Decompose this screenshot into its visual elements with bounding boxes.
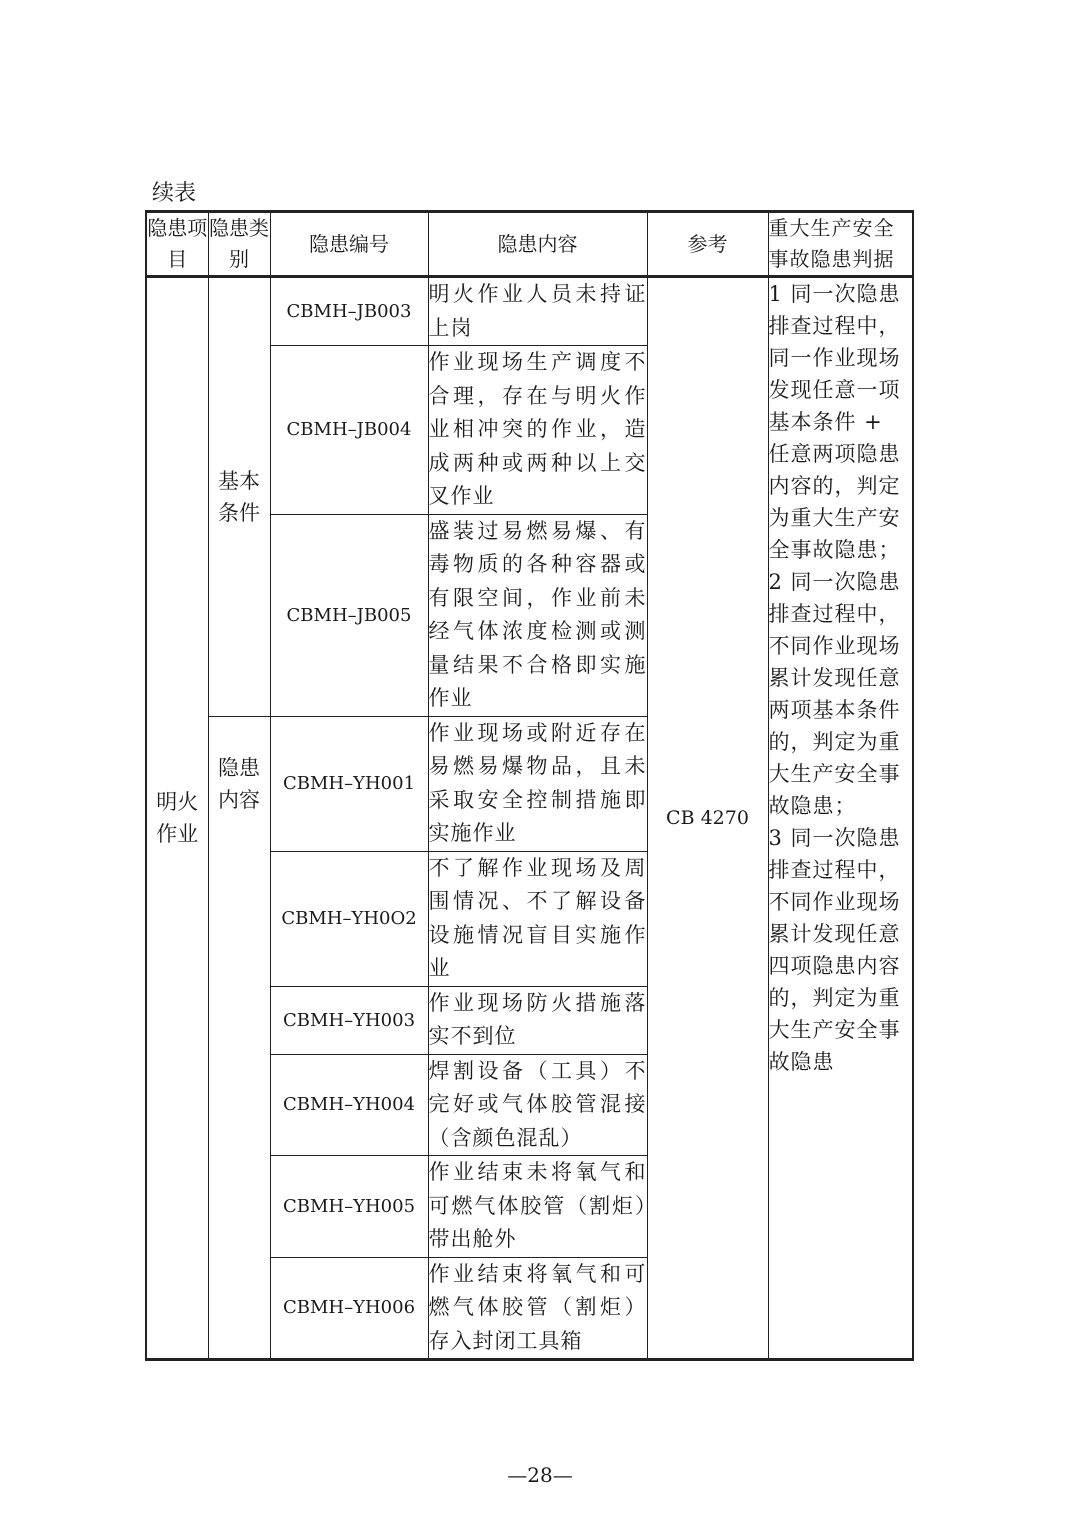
category-basic-cell: 基本条件 (208, 277, 270, 717)
category-hazard-cell (208, 716, 270, 1360)
header-reference: 参考 (647, 212, 768, 277)
category-hazard-label: 隐患内容 (218, 755, 260, 812)
criteria-cell (768, 277, 913, 1360)
header-code: 隐患编号 (270, 212, 428, 277)
criteria-text: 1 同一次隐患排查过程中，同一作业现场发现任意一项基本条件 + 任意两项隐患内容的，判定为重大生产安全事故隐患； 2 同一次隐患排查过程中，不同作业现场累计发现任意两项基本条件的，判定为重大生产安全事故隐患； 3 同一次隐患排查过程中，不同作业现场累计发现任意四项隐患内容的，判定为重大生产安全事故隐患 (768, 282, 901, 1074)
hazard-code: CBMH–JB004 (270, 346, 428, 515)
hazard-content: 盛装过易燃易爆、有毒物质的各种容器或有限空间，作业前未经气体浓度检测或测量结果不合格即实施作业 (428, 514, 647, 716)
hazard-code: CBMH–YH005 (270, 1156, 428, 1258)
reference-cell: CB 4270 (647, 277, 768, 1360)
hazard-code: CBMH–JB005 (270, 514, 428, 716)
project-cell: 明火作业 (146, 277, 208, 1360)
table-row (146, 277, 913, 346)
header-criteria: 重大生产安全事故隐患判据 (768, 212, 913, 277)
hazard-content: 明火作业人员未持证上岗 (428, 277, 647, 346)
hazard-content: 作业现场或附近存在易燃易爆物品，且未采取安全控制措施即实施作业 (428, 716, 647, 851)
hazard-content: 焊割设备（工具）不完好或气体胶管混接（含颜色混乱） (428, 1054, 647, 1156)
hazard-code: CBMH–YH001 (270, 716, 428, 851)
header-category: 隐患类别 (208, 212, 270, 277)
table-caption: 续表 (152, 181, 197, 206)
hazard-code: CBMH–YH003 (270, 986, 428, 1054)
hazard-code: CBMH–YH004 (270, 1054, 428, 1156)
page-number: —28— (507, 1463, 573, 1487)
hazard-table (145, 210, 914, 1361)
hazard-code: CBMH–JB003 (270, 277, 428, 346)
hazard-code: CBMH–YH006 (270, 1257, 428, 1360)
table-header-row (146, 212, 913, 277)
hazard-content: 不了解作业现场及周围情况、不了解设备设施情况盲目实施作业 (428, 851, 647, 986)
hazard-content: 作业现场防火措施落实不到位 (428, 986, 647, 1054)
hazard-content: 作业现场生产调度不合理，存在与明火作业相冲突的作业，造成两种或两种以上交叉作业 (428, 346, 647, 515)
hazard-content: 作业结束未将氧气和可燃气体胶管（割炬）带出舱外 (428, 1156, 647, 1258)
header-content: 隐患内容 (428, 212, 647, 277)
header-project: 隐患项目 (146, 212, 208, 277)
hazard-content: 作业结束将氧气和可燃气体胶管（割炬）存入封闭工具箱 (428, 1257, 647, 1360)
hazard-code: CBMH–YH0O2 (270, 851, 428, 986)
